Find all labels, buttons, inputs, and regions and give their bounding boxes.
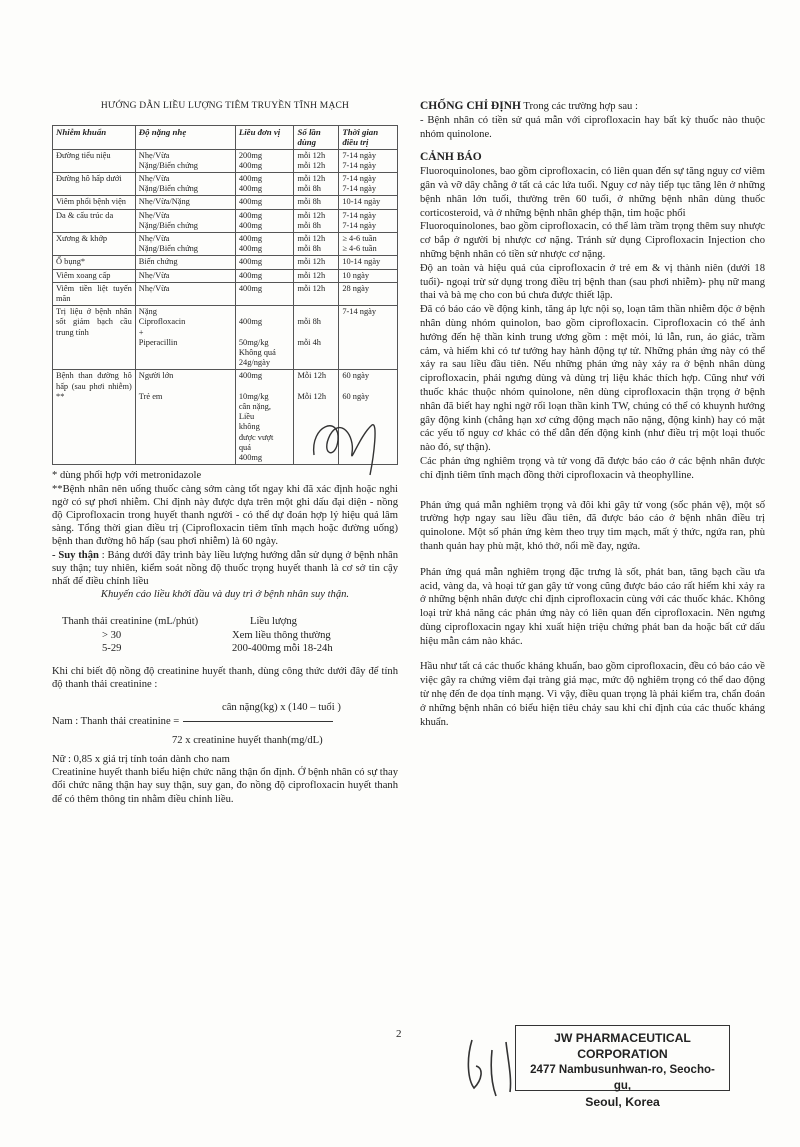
right-column [420, 100, 765, 729]
cell-dose [235, 370, 294, 465]
cell-severity-text: Nhẹ/Vừa [138, 283, 170, 293]
cell-frequency [294, 282, 339, 305]
cell-dose-text: 400mg [238, 257, 263, 267]
renal-row-dose: Xem liều thông thường [232, 629, 331, 641]
contraindication-title: CHỐNG CHỈ ĐỊNH [420, 100, 521, 112]
renal-row [62, 642, 398, 655]
initials-mark [462, 1030, 522, 1100]
warning-paragraph: Các phản ứng nghiêm trọng và tử vong đã được báo cáo ở các bệnh nhân được chỉ định tiêm tĩnh mạch đồng thời ciprofloxacin và theophylline. [420, 455, 765, 481]
cell-duration-text: 7-14 ngày [342, 307, 377, 317]
cell-frequency-text: Mỗi 12h Mỗi 12h [297, 371, 327, 401]
warning-paragraph: Đã có báo cáo về động kinh, tăng áp lực nội sọ, loạn tâm thần nhiễm độc ở bệnh nhân dùng nhóm quinolon, bao gồm ciprofloxacin. Ciprofloxacin có thể ảnh hưởng đến hệ thần kinh trung ương gồm : mệt mỏi, lú lẫn, run, ảo giác, trầm cảm, và hiếm khi có tư tưởng hay hành động tự tử. Những phản ứng này có thể xảy ra sau liều đầu tiên. Nếu những phản ứng này xảy ra ở bệnh nhân dùng ciprofloxacin, phải ngưng dùng và dùng trị liệu khác thích hợp. Cũng như với thuốc khác thuộc nhóm quinolone, nên dùng ciprofloxacin thận trọng ở bệnh nhân đã biết hay nghi ngờ rối loạn thần kinh TW, chúng có thể có khuynh hướng gây động kinh (chẳng hạn xơ cứng động mạch não nặng, động kinh) hay có mặt các yếu tố nguy cơ khác có thể dẫn đến động kinh (như điều trị một loại thuốc nào đó, sự thận). [420, 304, 765, 454]
warning-paragraph: Độ an toàn và hiệu quả của ciprofloxacin ở trẻ em & vị thành niên (dưới 18 tuổi)- ngoại trừ sử dụng trong điều trị bệnh than (sau phơi nhiễm)- phụ nữ mang thai và bà mẹ cho con bú chưa được thiết lập. [420, 262, 765, 302]
cell-frequency-text: mỗi 8h mỗi 4h [297, 317, 321, 347]
table-row [53, 233, 398, 256]
cell-infection [53, 233, 136, 256]
cell-infection-text: Viêm xoang cấp [56, 270, 111, 280]
cell-infection [53, 173, 136, 196]
cell-frequency-text: mỗi 12h mỗi 8h [297, 174, 326, 194]
page-number: 2 [396, 1028, 402, 1040]
cell-infection-text: Da & cấu trúc da [56, 210, 114, 220]
note-metronidazole: * dùng phối hợp với metronidazole [52, 470, 202, 482]
cell-dose-text: 200mg 400mg [238, 150, 263, 170]
cell-severity [135, 149, 235, 172]
renal-header-clearance: Thanh thải creatinine (mL/phút) [62, 616, 199, 628]
cell-severity-text: Người lớn Trẻ em [138, 371, 174, 401]
note-renal [52, 549, 398, 589]
warning-paragraph: Phản ứng quá mẫn nghiêm trọng và đôi khi gây tử vong (sốc phản vệ), một số trường hợp ngay sau liều đầu tiên, đã được báo cáo ở bệnh nhân điều trị quinolone. Một số phản ứng kèm theo trụy tim mạch, mất ý thức, ngứa ran, phù thanh quản hay phù mặt, khó thở, nổi mề đay, ngứa. [420, 499, 765, 552]
warning-paragraph: Phản ứng quá mẫn nghiêm trọng đặc trưng là sốt, phát ban, tăng bạch cầu ưa acid, vàng da, và hoại tử gan gây tử vong cũng được báo cáo rất hiếm khi xảy ra ở những bệnh nhân được chỉ định ciprofloxacin cùng với các thuốc khác. Không loại trừ khả năng các phản ứng này có liên quan đến ciprofloxacin. Nên ngưng dùng ciprofloxacin ngay khi xuất hiện triệu chứng phát ban da hoặc bất cứ dấu hiệu mẫn cảm nào khác. [420, 566, 765, 647]
cell-frequency-text: mỗi 12h mỗi 12h [297, 150, 326, 170]
cell-dose-text: 400mg 400mg [238, 174, 263, 194]
cell-infection [53, 149, 136, 172]
cell-dose-text: 400mg [238, 283, 263, 293]
renal-recommendation: Khuyến cáo liều khởi đầu và duy trì ở bệnh nhân suy thận. [100, 589, 350, 601]
table-row [53, 196, 398, 209]
cell-frequency [294, 256, 339, 269]
warning-paragraph: Hầu như tất cả các thuốc kháng khuẩn, bao gồm ciprofloxacin, đều có báo cáo về việc gây ra chứng viêm đại tràng giả mạc, mức độ nghiêm trọng có thể dao động từ nhẹ đến đe dọa tính mạng. Vì vậy, điều quan trọng là phải kiểm tra, chẩn đoán ở những bệnh nhân có biểu hiện tiêu chảy sau khi chỉ định của các thuốc kháng khuẩn. [420, 661, 765, 728]
header-duration: Thời gian điều trị [339, 126, 398, 149]
dosage-notes [52, 469, 398, 601]
signature-mark [300, 395, 390, 485]
cell-dose [235, 269, 294, 282]
cell-infection-text: Đường tiểu niệu [56, 150, 111, 160]
renal-row [62, 629, 398, 642]
creatinine-formula [52, 665, 398, 806]
cell-frequency [294, 209, 339, 232]
cell-infection [53, 282, 136, 305]
cell-duration [339, 233, 398, 256]
cell-frequency [294, 306, 339, 370]
cell-severity [135, 269, 235, 282]
cell-dose [235, 209, 294, 232]
table-row [53, 256, 398, 269]
cell-duration [339, 149, 398, 172]
company-city: Seoul, Korea [585, 1095, 660, 1109]
cell-duration-text: ≥ 4-6 tuần ≥ 4-6 tuần [342, 234, 377, 254]
cell-duration-text: 7-14 ngày 7-14 ngày [342, 174, 377, 194]
cell-frequency [294, 269, 339, 282]
cell-infection [53, 209, 136, 232]
cell-severity [135, 209, 235, 232]
cell-severity [135, 370, 235, 465]
cell-duration [339, 282, 398, 305]
cell-duration [339, 269, 398, 282]
cell-severity [135, 173, 235, 196]
table-row [53, 269, 398, 282]
cell-frequency-text: mỗi 12h [297, 283, 326, 293]
formula-line [52, 715, 398, 728]
header-dose: Liều đơn vị [235, 126, 294, 149]
formula-intro: Khi chỉ biết độ nồng độ creatinine huyết thanh, dùng công thức dưới đây để tính độ thanh thải creatinine : [52, 665, 398, 691]
cell-infection [53, 196, 136, 209]
fraction-bar [183, 720, 333, 722]
cell-severity-text: Nhẹ/Vừa Nặng/Biến chứng [138, 210, 198, 230]
cell-infection [53, 269, 136, 282]
table-row [53, 209, 398, 232]
cell-severity-text: Biến chứng [138, 257, 178, 267]
cell-severity-text: Nặng Ciprofloxacin + Piperacillin [138, 307, 186, 347]
renal-row-dose: 200-400mg mỗi 18-24h [232, 642, 333, 654]
cell-severity [135, 196, 235, 209]
cell-duration [339, 306, 398, 370]
formula-denominator: 72 x creatinine huyết thanh(mg/dL) [172, 734, 323, 746]
cell-severity-text: Nhẹ/Vừa Nặng/Biến chứng [138, 174, 198, 194]
renal-row-clearance: > 30 [102, 629, 122, 641]
table-row [53, 306, 398, 370]
contraindication-intro: Trong các trường hợp sau : [520, 101, 638, 112]
cell-frequency [294, 196, 339, 209]
cell-frequency [294, 173, 339, 196]
cell-dose [235, 149, 294, 172]
cell-dose-text: 400mg [238, 197, 263, 207]
cell-dose [235, 173, 294, 196]
cell-infection [53, 370, 136, 465]
cell-dose [235, 256, 294, 269]
cell-frequency [294, 233, 339, 256]
note-anthrax: **Bệnh nhân nên uống thuốc càng sớm càng tốt ngay khi đã xác định hoặc nghi ngờ có sự phơi nhiễm. Chỉ định này được dựa trên một ghi dấu đại diện - nồng độ Ciprofloxacin trong huyết thanh người - có thể dự đoán hợp lý hiệu quả lâm sàng. Tổng thời gian điều trị (Ciprofloxacin tiêm tĩnh mạch hoặc đường uống) bệnh than đường hô hấp (sau phơi nhiễm) là 60 ngày. [52, 483, 398, 548]
cell-infection [53, 306, 136, 370]
cell-duration [339, 173, 398, 196]
cell-infection-text: Đường hô hấp dưới [56, 174, 122, 184]
formula-label: Nam : Thanh thải creatinine = [52, 715, 180, 727]
table-row [53, 282, 398, 305]
cell-infection-text: Trị liệu ở bệnh nhân sốt giảm bạch cầu trung tính [56, 307, 132, 337]
cell-duration [339, 196, 398, 209]
cell-severity-text: Nhẹ/Vừa [138, 270, 170, 280]
cell-duration [339, 209, 398, 232]
company-name: JW PHARMACEUTICAL CORPORATION [554, 1031, 691, 1061]
cell-frequency-text: mỗi 8h [297, 197, 321, 207]
table-row [53, 149, 398, 172]
cell-infection-text: Ổ bụng* [56, 257, 86, 267]
header-severity: Độ nặng nhẹ [135, 126, 235, 149]
cell-severity-text: Nhẹ/Vừa Nặng/Biến chứng [138, 150, 198, 170]
cell-duration-text: 60 ngày 60 ngày [342, 371, 370, 401]
cell-infection-text: Viêm tiền liệt tuyến mãn [56, 283, 132, 304]
cell-severity [135, 233, 235, 256]
renal-dose-table [62, 615, 398, 655]
cell-severity [135, 306, 235, 370]
warning-title: CẢNH BÁO [420, 151, 482, 164]
renal-label: - Suy thận [52, 549, 99, 561]
contraindication-heading [420, 100, 765, 114]
cell-frequency-text: mỗi 12h [297, 257, 326, 267]
cell-dose-text: 400mg 400mg [238, 234, 263, 254]
cell-frequency [294, 149, 339, 172]
cell-duration-text: 28 ngày [342, 283, 370, 293]
renal-header [62, 615, 398, 628]
cell-dose-text: 400mg 400mg [238, 210, 263, 230]
cell-infection-text: Xương & khớp [56, 234, 108, 244]
renal-header-dose: Liều lượng [250, 616, 297, 628]
cell-frequency-text: mỗi 12h [297, 270, 326, 280]
cell-dose [235, 233, 294, 256]
warning-paragraph: Fluoroquinolones, bao gồm ciprofloxacin, có liên quan đến sự tăng nguy cơ viêm gân và vỡ dây chằng ở tất cả các lứa tuổi. Nguy cơ này tiếp tục tăng lên ở những bệnh nhân lớn tuổi, thường trên 60 tuổi, ở những bệnh nhân dùng thuốc corticosteroid, và ở những bệnh nhân ghép thận, tim hoặc phổi [420, 166, 765, 219]
cell-dose [235, 196, 294, 209]
company-stamp [515, 1025, 730, 1109]
header-frequency: Số lần dùng [294, 126, 339, 149]
contraindication-text: - Bệnh nhân có tiền sử quá mẫn với ciprofloxacin hay bất kỳ thuốc nào thuộc nhóm quinolone. [420, 114, 765, 140]
cell-duration-text: 7-14 ngày 7-14 ngày [342, 210, 377, 230]
cell-frequency-text: mỗi 12h mỗi 8h [297, 210, 326, 230]
cell-dose-text: 400mg 10mg/kg cân nặng, Liều không được vượt quá 400mg [238, 371, 274, 463]
cell-severity [135, 282, 235, 305]
dosage-table-header [53, 126, 398, 149]
table-row [53, 173, 398, 196]
cell-dose-text: 400mg [238, 270, 263, 280]
cell-frequency-text: mỗi 12h mỗi 8h [297, 234, 326, 254]
cell-severity [135, 256, 235, 269]
warning-paragraph: Fluoroquinolones, bao gồm ciprofloxacin, có thể làm trầm trọng thêm suy nhược cơ bắp ở người bị nhược cơ nặng. Tránh sử dụng Ciprofloxacin Injection cho những bệnh nhân có tiền sử nhược cơ nặng. [420, 221, 765, 260]
cell-severity-text: Nhẹ/Vừa/Nặng [138, 197, 190, 207]
renal-row-clearance: 5-29 [102, 642, 122, 654]
cell-dose-text: 400mg 50mg/kg Không quá 24g/ngày [238, 317, 276, 368]
cell-infection-text: Bệnh than đường hô hấp (sau phơi nhiễm) ** [56, 371, 132, 401]
formula-explanation: Creatinine huyết thanh biểu hiện chức năng thận ổn định. Ở bệnh nhân có sự thay đổi chức năng thận hay suy thận, suy gan, đo nồng độ ciprofloxacin huyết thanh để có thêm thông tin nhằm điều chỉnh liều. [52, 767, 398, 805]
cell-dose [235, 282, 294, 305]
formula-female: Nữ : 0,85 x giá trị tính toán dành cho nam [52, 753, 230, 765]
company-address: 2477 Nambusunhwan-ro, Seocho-gu, [530, 1064, 715, 1092]
cell-dose [235, 306, 294, 370]
header-infection: Nhiễm khuẩn [53, 126, 136, 149]
cell-duration-text: 10 ngày [342, 270, 370, 280]
formula-numerator: cân nặng(kg) x (140 – tuổi ) [222, 702, 341, 714]
cell-duration-text: 7-14 ngày 7-14 ngày [342, 150, 377, 170]
cell-duration [339, 256, 398, 269]
cell-duration-text: 10-14 ngày [342, 257, 381, 267]
cell-infection-text: Viêm phổi bệnh viện [56, 197, 126, 207]
renal-text: : Bảng dưới đây trình bày liều lượng hướng dẫn sử dụng ở bệnh nhân suy thận; tuy nhiên, kiểm soát nồng độ thuốc trọng huyết thanh là cơ sở tin cậy nhất để điều chỉnh liều [52, 549, 399, 587]
cell-severity-text: Nhẹ/Vừa Nặng/Biến chứng [138, 234, 198, 254]
dosage-table-title: HƯỚNG DẪN LIỀU LƯỢNG TIÊM TRUYỀN TĨNH MẠCH [100, 101, 350, 111]
cell-infection [53, 256, 136, 269]
cell-duration-text: 10-14 ngày [342, 197, 381, 207]
